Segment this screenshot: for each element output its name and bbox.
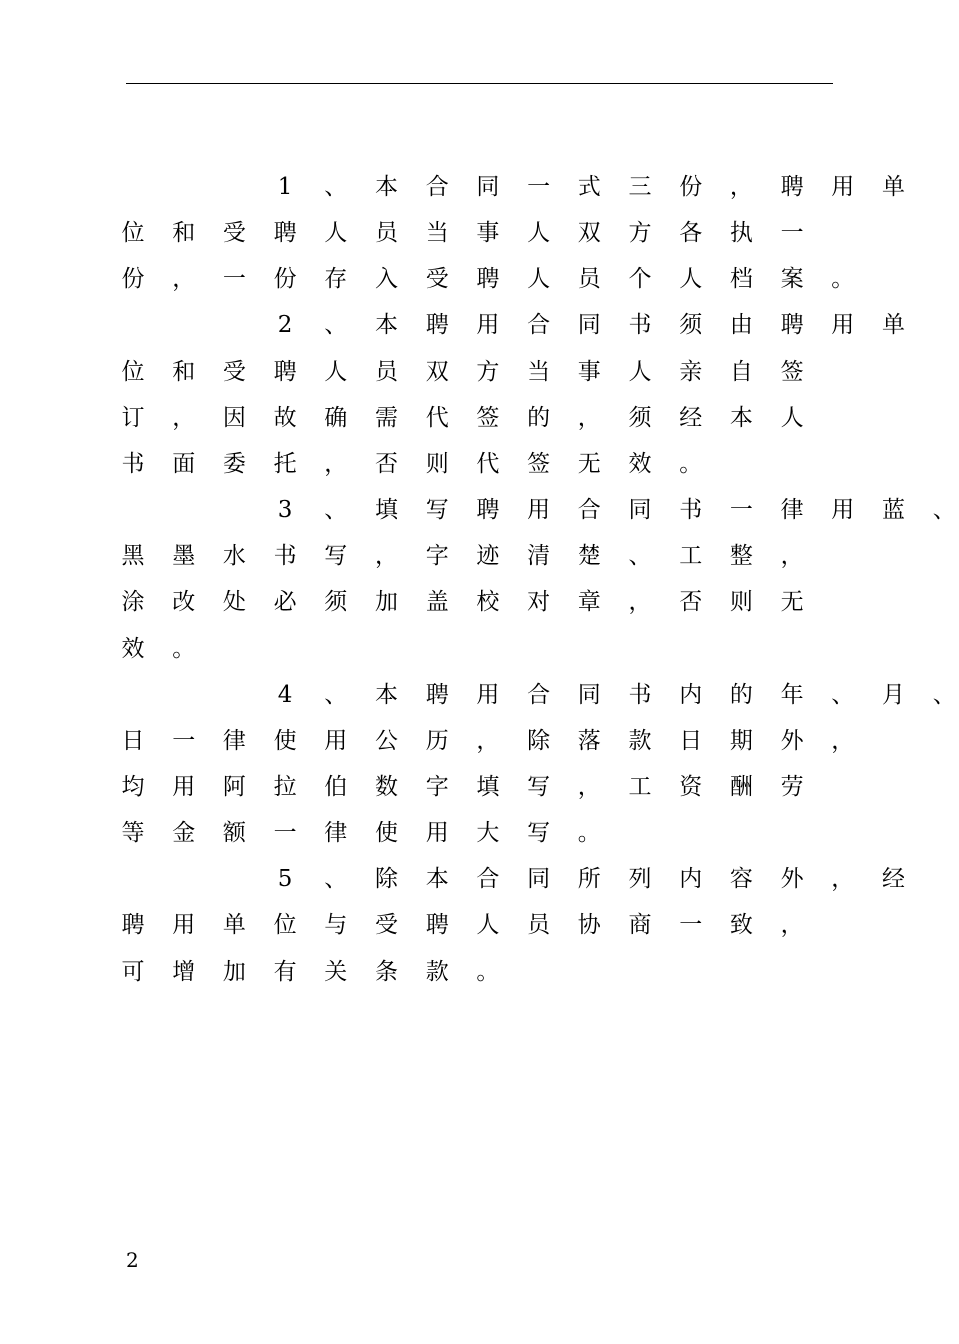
text-line: 订 ， 因 故 确 需 代 签 的 ， 须 经 本 人 [121,404,804,431]
page-number: 2 [126,1248,139,1272]
text-line: 等 金 额 一 律 使 用 大 写 。 [121,820,601,847]
text-line: 3 、 填 写 聘 用 合 同 书 一 律 用 蓝 、 [277,497,956,524]
text-line: 效 。 [121,635,196,662]
text-line: 黑 墨 水 书 写 ， 字 迹 清 楚 、 工 整 ， [121,543,804,570]
text-line: 聘 用 单 位 与 受 聘 人 员 协 商 一 致 ， [121,912,804,939]
text-line: 位 和 受 聘 人 员 双 方 当 事 人 亲 自 签 [121,358,804,385]
text-line: 日 一 律 使 用 公 历 ， 除 落 款 日 期 外 ， [121,727,855,754]
text-line: 涂 改 处 必 须 加 盖 校 对 章 ， 否 则 无 [121,589,804,616]
text-line: 2 、 本 聘 用 合 同 书 须 由 聘 用 单 [277,312,905,339]
text-line: 可 增 加 有 关 条 款 。 [121,958,500,985]
text-line: 4 、 本 聘 用 合 同 书 内 的 年 、 月 、 [277,681,956,708]
text-line: 均 用 阿 拉 伯 数 字 填 写 ， 工 资 酬 劳 [121,773,804,800]
text-line: 份 ， 一 份 存 入 受 聘 人 员 个 人 档 案 。 [121,266,855,293]
text-line: 5 、 除 本 合 同 所 列 内 容 外 ， 经 [277,866,905,893]
text-line: 位 和 受 聘 人 员 当 事 人 双 方 各 执 一 [121,220,804,247]
text-line: 1 、 本 合 同 一 式 三 份 ， 聘 用 单 [277,174,905,200]
header-rule [126,83,833,84]
text-line: 书 面 委 托 ， 否 则 代 签 无 效 。 [121,450,703,477]
